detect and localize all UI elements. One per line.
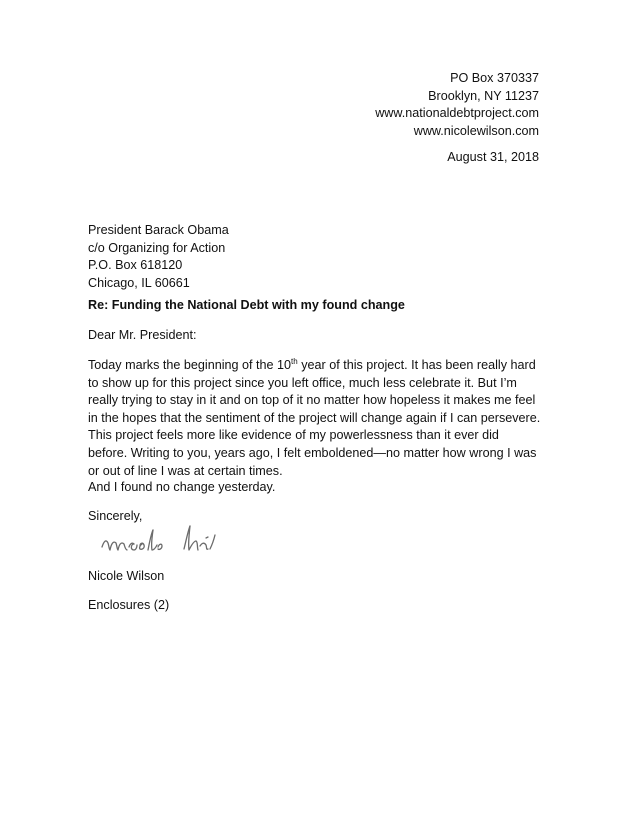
sender-city: Brooklyn, NY 11237 <box>428 88 539 103</box>
sender-website-project: www.nationaldebtproject.com <box>375 106 539 121</box>
body-line: to show up for this project since you left office, much less celebrate it. But I’m <box>88 375 517 390</box>
body-line: in the hopes that the sentiment of the project will change again if I can persevere. <box>88 410 541 425</box>
sender-address-block <box>375 70 539 140</box>
enclosures-note: Enclosures (2) <box>88 598 170 612</box>
body-line-1-end: year of this project. It has been really hard <box>297 358 536 372</box>
recipient-city: Chicago, IL 60661 <box>88 275 190 290</box>
ordinal-superscript: th <box>291 357 298 366</box>
body-line: This project feels more like evidence of my powerlessness than it ever did <box>88 428 499 443</box>
letter-date: August 31, 2018 <box>447 150 539 164</box>
subject-line: Re: Funding the National Debt with my found change <box>88 298 405 312</box>
second-paragraph: And I found no change yesterday. <box>88 480 276 494</box>
recipient-po-box: P.O. Box 618120 <box>88 258 183 273</box>
body-line <box>88 357 550 375</box>
recipient-address-block <box>88 222 229 292</box>
sender-po-box: PO Box 370337 <box>450 71 539 85</box>
closing: Sincerely, <box>88 509 143 523</box>
handwritten-signature <box>96 519 246 561</box>
signer-name: Nicole Wilson <box>88 569 165 583</box>
body-line: before. Writing to you, years ago, I felt emboldened—no matter how wrong I was <box>88 445 537 460</box>
body-paragraph <box>88 357 550 480</box>
recipient-name: President Barack Obama <box>88 223 229 237</box>
body-line: really trying to stay in it and on top of it no matter how hopeless it makes me feel <box>88 393 536 408</box>
recipient-organization: c/o Organizing for Action <box>88 240 226 255</box>
body-line-1-start: Today marks the beginning of the 10 <box>88 358 292 372</box>
body-line: or out of line I was at certain times. <box>88 463 283 478</box>
salutation: Dear Mr. President: <box>88 328 197 342</box>
sender-website-personal: www.nicolewilson.com <box>413 123 539 138</box>
